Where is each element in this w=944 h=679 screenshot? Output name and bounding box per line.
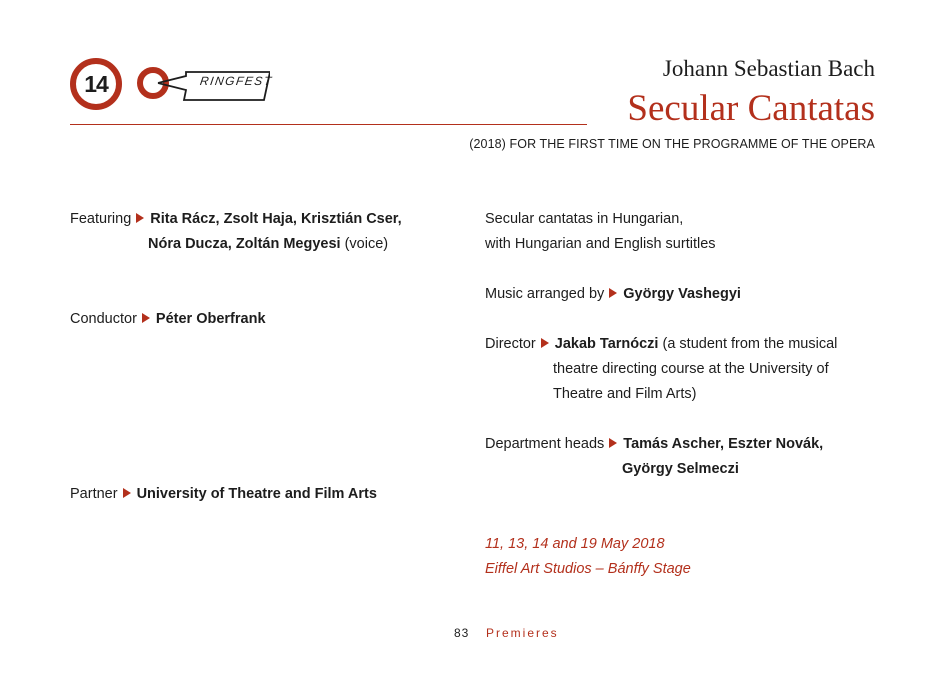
conductor-name: Péter Oberfrank: [155, 311, 266, 327]
performance-venue: Eiffel Art Studios – Bánffy Stage: [485, 561, 691, 577]
department-line1: Tamás Ascher, Eszter Novák,: [623, 436, 824, 452]
partner-name: University of Theatre and Film Arts: [136, 486, 377, 502]
director-line3: Theatre and Film Arts): [553, 386, 697, 402]
partner-credit: [70, 482, 377, 507]
music-name: György Vashegyi: [623, 286, 741, 302]
ringfest-logo-text: RINGFEST: [199, 74, 274, 88]
department-credit: [485, 432, 823, 482]
section-name: Premieres: [486, 626, 559, 640]
triangle-icon: [136, 213, 144, 223]
featuring-line1: Rita Rácz, Zsolt Haja, Krisztián Cser,: [150, 211, 402, 227]
page-subtitle: (2018) FOR THE FIRST TIME ON THE PROGRAMME OF THE OPERA: [469, 137, 875, 151]
page-title: Secular Cantatas: [627, 88, 875, 129]
language-line1: Secular cantatas in Hungarian,: [485, 211, 684, 227]
composer-name: Johann Sebastian Bach: [662, 56, 875, 81]
director-credit: [485, 332, 837, 407]
title-rule: [70, 124, 587, 125]
director-name: Jakab Tarnóczi: [554, 336, 659, 352]
featuring-line2: [70, 232, 402, 257]
triangle-icon: [609, 438, 617, 448]
music-label: Music arranged by: [485, 286, 605, 302]
conductor-label: Conductor: [70, 311, 137, 327]
triangle-icon: [142, 313, 150, 323]
triangle-icon: [541, 338, 549, 348]
featuring-line2-names: Nóra Ducza, Zoltán Megyesi: [148, 236, 341, 252]
director-label: Director: [485, 336, 536, 352]
director-line2: theatre directing course at the University of: [553, 361, 829, 377]
triangle-icon: [123, 488, 131, 498]
performance-dates: 11, 13, 14 and 19 May 2018: [485, 536, 665, 552]
music-credit: [485, 282, 741, 307]
language-line2: with Hungarian and English surtitles: [485, 236, 716, 252]
conductor-credit: [70, 307, 266, 332]
language-note: [485, 207, 716, 257]
director-line1-rest: (a student from the musical: [658, 336, 838, 352]
triangle-icon: [609, 288, 617, 298]
department-line2: György Selmeczi: [622, 461, 739, 477]
featuring-credit: [70, 207, 402, 257]
featuring-label: Featuring: [70, 211, 132, 227]
department-label: Department heads: [485, 436, 605, 452]
partner-label: Partner: [70, 486, 118, 502]
page-number: 83: [454, 626, 470, 640]
badge-number: 14: [70, 58, 122, 110]
featuring-line2-role: (voice): [340, 236, 389, 252]
